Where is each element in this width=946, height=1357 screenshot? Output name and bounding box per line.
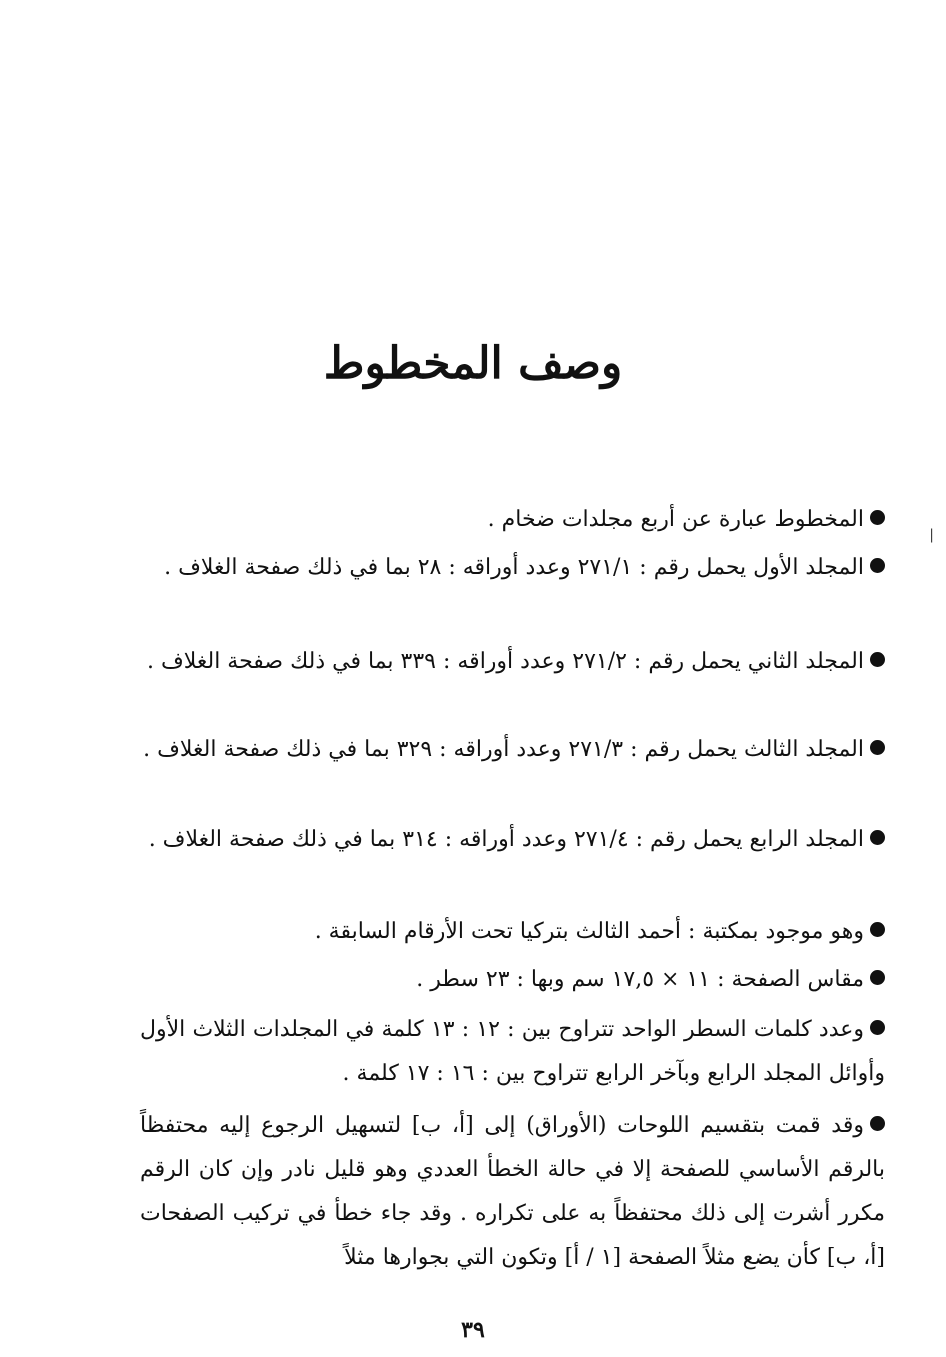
paragraph-7: [140, 958, 885, 1002]
bullet-icon: [870, 652, 885, 667]
paragraph-text: وعدد كلمات السطر الواحد تتراوح بين : ١٢ : ١٣ كلمة في المجلدات الثلاث الأول وأوائل المجلد الرابع وبآخر الرابع تتراوح بين : ١٦ : ١٧ كلمة .: [140, 1017, 885, 1086]
bullet-icon: [870, 922, 885, 937]
paragraph-text: المجلد الرابع يحمل رقم : ٢٧١/٤ وعدد أوراقه : ٣١٤ بما في ذلك صفحة الغلاف .: [148, 827, 864, 852]
bullet-icon: [870, 558, 885, 573]
bullet-icon: [870, 740, 885, 755]
bullet-icon: [870, 510, 885, 525]
paragraph-text: المجلد الأول يحمل رقم : ٢٧١/١ وعدد أوراقه : ٢٨ بما في ذلك صفحة الغلاف .: [164, 555, 864, 580]
page-number: ٣٩: [461, 1317, 485, 1343]
paragraph-text: مقاس الصفحة : ١١ × ١٧,٥ سم وبها : ٢٣ سطر .: [416, 967, 864, 992]
paragraph-1: [140, 498, 885, 542]
bullet-icon: [870, 1116, 885, 1131]
paragraph-8: [140, 1008, 885, 1096]
paragraph-4: [140, 728, 885, 772]
paragraph-9: [140, 1104, 885, 1280]
paragraph-3: [140, 640, 885, 684]
paragraph-6: [140, 910, 885, 954]
paragraph-text: وهو موجود بمكتبة : أحمد الثالث بتركيا تحت الأرقام السابقة .: [314, 919, 864, 944]
bullet-icon: [870, 970, 885, 985]
margin-mark: |: [929, 527, 934, 543]
page-title: وصف المخطوط: [323, 338, 623, 389]
bullet-icon: [870, 830, 885, 845]
paragraph-text: المجلد الثاني يحمل رقم : ٢٧١/٢ وعدد أوراقه : ٣٣٩ بما في ذلك صفحة الغلاف .: [146, 649, 864, 674]
paragraph-text: المجلد الثالث يحمل رقم : ٢٧١/٣ وعدد أوراقه : ٣٢٩ بما في ذلك صفحة الغلاف .: [143, 737, 864, 762]
paragraph-text: وقد قمت بتقسيم اللوحات (الأوراق) إلى [أ، ب] لتسهيل الرجوع إليه محتفظاً بالرقم الأساسي للصفحة إلا في حالة الخطأ العددي وهو قليل نادر وإن كان الرقم مكرر أشرت إلى ذلك محتفظاً به على تكراره . وقد جاء خطأ في تركيب الصفحات [أ، ب] كأن يضع مثلاً الصفحة [١ / أ] وتكون التي بجوارها مثلاً: [140, 1113, 885, 1270]
paragraph-5: [140, 818, 885, 862]
paragraph-text: المخطوط عبارة عن أربع مجلدات ضخام .: [487, 507, 864, 532]
bullet-icon: [870, 1020, 885, 1035]
paragraph-2: [140, 546, 885, 590]
